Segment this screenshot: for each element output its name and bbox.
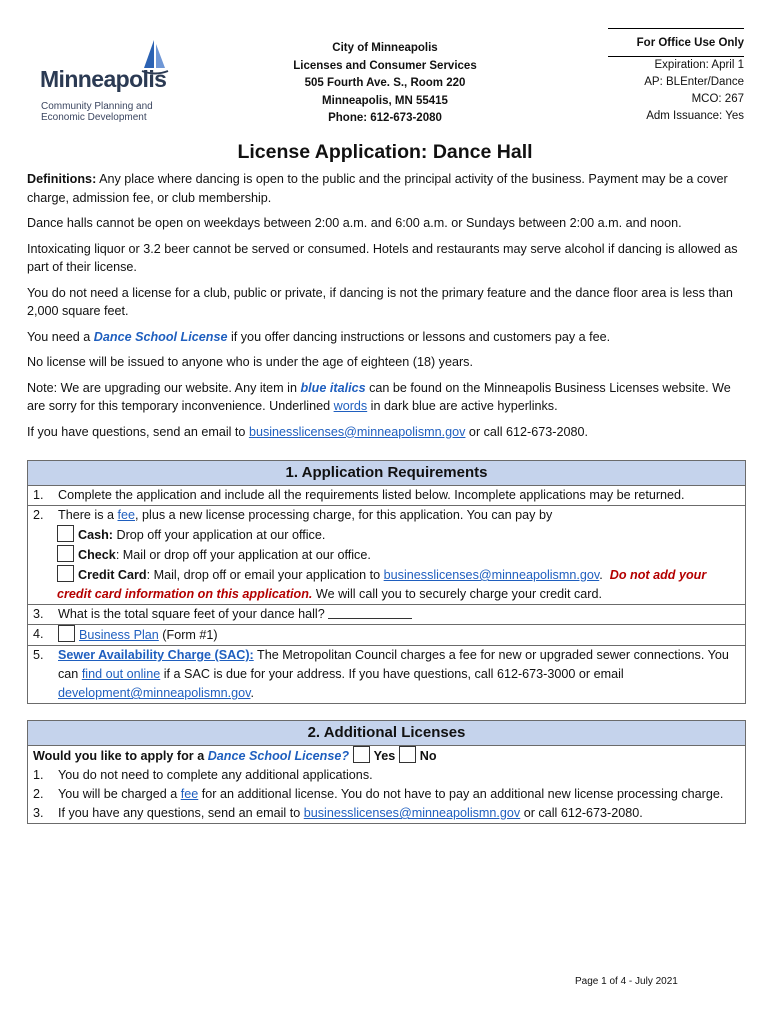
office-use-row: Adm Issuance: Yes bbox=[646, 110, 744, 122]
office-line: City of Minneapolis bbox=[332, 42, 438, 54]
payment-options bbox=[58, 506, 741, 604]
square-feet-question bbox=[58, 605, 741, 624]
office-line: Phone: 612-673-2080 bbox=[328, 112, 442, 124]
words-link[interactable]: words bbox=[333, 399, 368, 413]
business-licenses-email-link[interactable]: businesslicenses@minneapolismn.gov bbox=[303, 806, 521, 820]
office-use-box bbox=[608, 28, 744, 125]
requirement-item bbox=[28, 605, 745, 625]
office-line: Licenses and Consumer Services bbox=[293, 59, 477, 72]
fee-line bbox=[58, 506, 741, 525]
text: There is a bbox=[58, 508, 118, 522]
office-line: 505 Fourth Ave. S., Room 220 bbox=[304, 77, 466, 89]
sac-text bbox=[58, 646, 741, 703]
office-use-row: Expiration: April 1 bbox=[654, 59, 744, 71]
check-option bbox=[57, 545, 741, 565]
item-number: 1. bbox=[33, 488, 44, 502]
list-item bbox=[33, 766, 741, 785]
additional-licenses-section bbox=[27, 720, 746, 824]
text: You need a bbox=[27, 329, 94, 344]
blue-italics-sample: blue italics bbox=[300, 380, 366, 395]
definitions-paragraph bbox=[27, 170, 747, 207]
list-item bbox=[33, 804, 741, 823]
intro-text bbox=[27, 170, 747, 448]
credit-card-checkbox[interactable] bbox=[57, 565, 74, 582]
text: , plus a new license processing charge, for this application. You can pay by bbox=[135, 508, 553, 522]
text: Would you like to apply for a bbox=[33, 749, 208, 763]
text: If you have any questions, send an email to bbox=[58, 806, 304, 820]
item-number: 4. bbox=[33, 627, 44, 641]
check-text: : Mail or drop off your application at our office. bbox=[115, 548, 371, 562]
office-line: Minneapolis, MN 55415 bbox=[322, 94, 448, 107]
note-paragraph bbox=[27, 379, 747, 416]
cash-text: Drop off your application at our office. bbox=[113, 528, 326, 542]
cash-option bbox=[57, 525, 741, 545]
office-use-row: MCO: 267 bbox=[691, 93, 744, 105]
text: can be found on the Minneapolis Business Licenses website. We are sorry for this temporary inconvenience. Underlined bbox=[27, 380, 731, 413]
item-text: You do not need to complete any additional applications. bbox=[58, 768, 373, 782]
credit-card-text: : Mail, drop off or email your application to bbox=[146, 568, 384, 582]
item-text bbox=[58, 804, 741, 823]
item-text: What is the total square feet of your dance hall? bbox=[58, 607, 329, 621]
no-checkbox[interactable] bbox=[399, 746, 416, 763]
business-plan-link[interactable]: Business Plan bbox=[79, 628, 159, 642]
dance-school-paragraph bbox=[27, 328, 747, 347]
text: Note: We are upgrading our website. Any item in bbox=[27, 380, 301, 395]
text: The Metropolitan Council charges a fee for new or upgraded sewer connections. You can bbox=[58, 648, 729, 681]
text: . bbox=[250, 686, 254, 700]
requirement-item bbox=[28, 646, 745, 703]
item-number: 2. bbox=[33, 508, 44, 522]
office-use-title: For Office Use Only bbox=[608, 29, 744, 57]
cash-checkbox[interactable] bbox=[57, 525, 74, 542]
text: or call 612-673-2080. bbox=[465, 424, 588, 439]
fee-link[interactable]: fee bbox=[117, 508, 136, 522]
text: You will be charged a bbox=[58, 787, 181, 801]
logo-subtitle-line-2: Economic Development bbox=[41, 112, 147, 123]
item-number: 5. bbox=[33, 648, 44, 662]
development-email-link[interactable]: development@minneapolismn.gov bbox=[58, 686, 251, 700]
dance-school-license-ref: Dance School License bbox=[93, 329, 228, 344]
fee-link[interactable]: fee bbox=[180, 787, 199, 801]
age-paragraph: No license will be issued to anyone who is under the age of eighteen (18) years. bbox=[27, 355, 473, 369]
minneapolis-logo bbox=[40, 38, 170, 130]
page-footer: Page 1 of 4 - July 2021 bbox=[575, 976, 678, 987]
page-title: License Application: Dance Hall bbox=[237, 141, 533, 163]
hours-paragraph: Dance halls cannot be open on weekdays between 2:00 a.m. and 6:00 a.m. or Sundays between 2:00 a.m. and noon. bbox=[27, 216, 682, 230]
club-paragraph: You do not need a license for a club, public or private, if dancing is not the primary feature and the dance floor area is less than 2,000 square feet. bbox=[27, 285, 733, 318]
credit-card-note: We will call you to securely charge your credit card. bbox=[312, 587, 602, 601]
credit-card-option: Credit Card: Mail, drop off or email your application to businesslicenses@minneapolismn.gov. Do not add your credit card information on this application. We will call you to securely charge your credit card. bbox=[57, 565, 741, 604]
cash-label: Cash: bbox=[78, 528, 113, 542]
item-number: 3. bbox=[33, 806, 44, 820]
text: in dark blue are active hyperlinks. bbox=[367, 399, 558, 413]
logo-subtitle-line-1: Community Planning and bbox=[41, 101, 153, 112]
yes-checkbox[interactable] bbox=[353, 746, 370, 763]
business-licenses-email-link[interactable]: businesslicenses@minneapolismn.gov bbox=[248, 424, 466, 439]
item-text: (Form #1) bbox=[158, 628, 218, 642]
dance-school-question bbox=[33, 746, 741, 766]
item-number: 2. bbox=[33, 787, 44, 801]
requirement-item bbox=[28, 506, 745, 605]
requirement-item bbox=[28, 625, 745, 646]
item-number: 1. bbox=[33, 768, 44, 782]
text: if a SAC is due for your address. If you have questions, call 612-673-3000 or email bbox=[160, 667, 624, 681]
yes-label: Yes bbox=[373, 749, 396, 763]
square-feet-input[interactable] bbox=[328, 606, 412, 619]
alcohol-paragraph: Intoxicating liquor or 3.2 beer cannot be served or consumed. Hotels and restaurants may serve alcohol if dancing is allowed as part of their license. bbox=[27, 241, 738, 274]
office-use-row: AP: BLEnter/Dance bbox=[644, 76, 744, 88]
questions-paragraph bbox=[27, 423, 747, 442]
dance-school-license-ref: Dance School License? bbox=[207, 749, 350, 763]
office-address bbox=[270, 40, 500, 128]
sac-link[interactable]: Sewer Availability Charge (SAC): bbox=[58, 648, 254, 662]
section-heading: 2. Additional Licenses bbox=[28, 721, 745, 746]
logo-wordmark: Minneapolis bbox=[40, 66, 167, 92]
definitions-text: Any place where dancing is open to the public and the principal activity of the business. Payment may be a cover charge, admission fee, or club membership. bbox=[27, 172, 728, 205]
section-heading: 1. Application Requirements bbox=[28, 461, 745, 486]
find-out-online-link[interactable]: find out online bbox=[81, 667, 161, 681]
list-item bbox=[33, 785, 741, 804]
additional-licenses-list bbox=[28, 746, 745, 823]
application-requirements-section bbox=[27, 460, 746, 704]
text: if you offer dancing instructions or lessons and customers pay a fee. bbox=[227, 329, 611, 344]
text: If you have questions, send an email to bbox=[27, 424, 249, 439]
business-plan-line bbox=[58, 625, 741, 645]
check-label: Check bbox=[78, 548, 116, 562]
item-text: Complete the application and include all the requirements listed below. Incomplete applications may be returned. bbox=[58, 488, 685, 502]
credit-email-link[interactable]: businesslicenses@minneapolismn.gov bbox=[383, 568, 600, 582]
credit-card-label: Credit Card bbox=[78, 568, 147, 582]
no-label: No bbox=[419, 749, 437, 763]
item-text bbox=[58, 785, 741, 804]
definitions-label: Definitions: bbox=[27, 172, 97, 186]
logo-subtitle bbox=[41, 101, 181, 123]
item-number: 3. bbox=[33, 607, 44, 621]
text: for an additional license. You do not have to pay an additional new license processing charge. bbox=[198, 787, 724, 801]
business-plan-checkbox[interactable] bbox=[58, 625, 75, 642]
requirement-item bbox=[28, 486, 745, 506]
credit-card-warning: Do not add your credit card information on this application. bbox=[57, 568, 707, 601]
text: or call 612-673-2080. bbox=[520, 806, 643, 820]
check-checkbox[interactable] bbox=[57, 545, 74, 562]
